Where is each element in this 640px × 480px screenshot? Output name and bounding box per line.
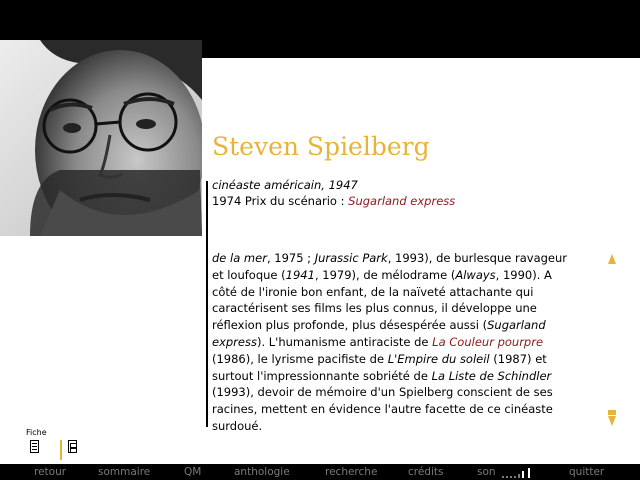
scroll-up-arrow-icon[interactable] xyxy=(608,254,616,264)
nav-retour[interactable]: retour xyxy=(34,466,67,478)
portrait-photo xyxy=(0,40,202,236)
fiche-text-icon[interactable] xyxy=(30,440,39,453)
bio-text: (1987) et xyxy=(489,351,547,366)
bio-line: caractérisent ses films les plus connus, il développe une xyxy=(212,301,537,316)
bio-line xyxy=(212,351,592,368)
bio-film: La Liste de Schindler xyxy=(431,368,552,383)
bio-text: (1986), le lyrisme pacifiste de xyxy=(212,351,388,366)
bio-line xyxy=(212,267,592,284)
bio-line xyxy=(212,250,592,267)
bio-text: , 1993), de burlesque ravageur xyxy=(387,251,568,265)
bio-text: et loufoque ( xyxy=(212,267,286,282)
text-divider xyxy=(206,181,208,427)
award-film-link[interactable]: Sugarland express xyxy=(348,194,456,208)
nav-quitter[interactable]: quitter xyxy=(569,466,605,478)
nav-qm[interactable]: QM xyxy=(184,466,202,478)
fiche-image-icon[interactable] xyxy=(68,440,77,453)
bio-text: , 1990). A xyxy=(495,267,552,282)
award-prefix: 1974 Prix du scénario : xyxy=(212,194,349,208)
bio-film: Always xyxy=(455,267,496,282)
nav-son[interactable]: son xyxy=(477,466,496,478)
bio-line: racines, mettent en évidence l'autre facette de ce cinéaste xyxy=(212,402,553,417)
top-bar xyxy=(0,0,640,40)
bio-film-link[interactable]: La Couleur pourpre xyxy=(432,334,544,349)
bio-line xyxy=(212,334,592,351)
bio-line: (1993), devoir de mémoire d'un Spielberg conscient de ses xyxy=(212,385,553,400)
bio-film: express xyxy=(212,334,257,349)
bio-text: , 1979), de mélodrame ( xyxy=(314,267,456,282)
bio-line xyxy=(212,317,592,334)
fiche-label: Fiche xyxy=(26,428,47,437)
award-line xyxy=(212,194,455,208)
nav-credits[interactable]: crédits xyxy=(408,466,444,478)
bio-text: , 1975 ; xyxy=(266,251,315,265)
nav-bar xyxy=(0,464,640,480)
bio-line: surdoué. xyxy=(212,418,263,433)
biography-text xyxy=(212,250,592,435)
page-title: Steven Spielberg xyxy=(212,132,430,161)
bio-line xyxy=(212,368,592,385)
nav-sommaire[interactable]: sommaire xyxy=(98,466,151,478)
fiche-separator xyxy=(60,440,62,460)
subtitle: cinéaste américain, 1947 xyxy=(212,178,358,192)
bio-text: surtout l'impressionnante sobriété de xyxy=(212,368,432,383)
bio-film: 1941 xyxy=(285,267,315,282)
nav-anthologie[interactable]: anthologie xyxy=(234,466,290,478)
scroll-down-bar xyxy=(608,410,616,415)
bio-text: réflexion plus profonde, plus désespérée aussi ( xyxy=(212,318,488,333)
nav-recherche[interactable]: recherche xyxy=(325,466,378,478)
scroll-down-arrow-icon[interactable] xyxy=(608,416,616,426)
bio-text: ). L'humanisme antiraciste de xyxy=(256,334,433,349)
bio-film: de la mer xyxy=(212,251,267,265)
bio-film: Jurassic Park xyxy=(314,251,388,265)
bio-film: Sugarland xyxy=(487,318,546,333)
bio-film: L'Empire du soleil xyxy=(387,351,490,366)
bio-line: côté de l'ironie bon enfant, de la naïveté attachante qui xyxy=(212,284,534,299)
